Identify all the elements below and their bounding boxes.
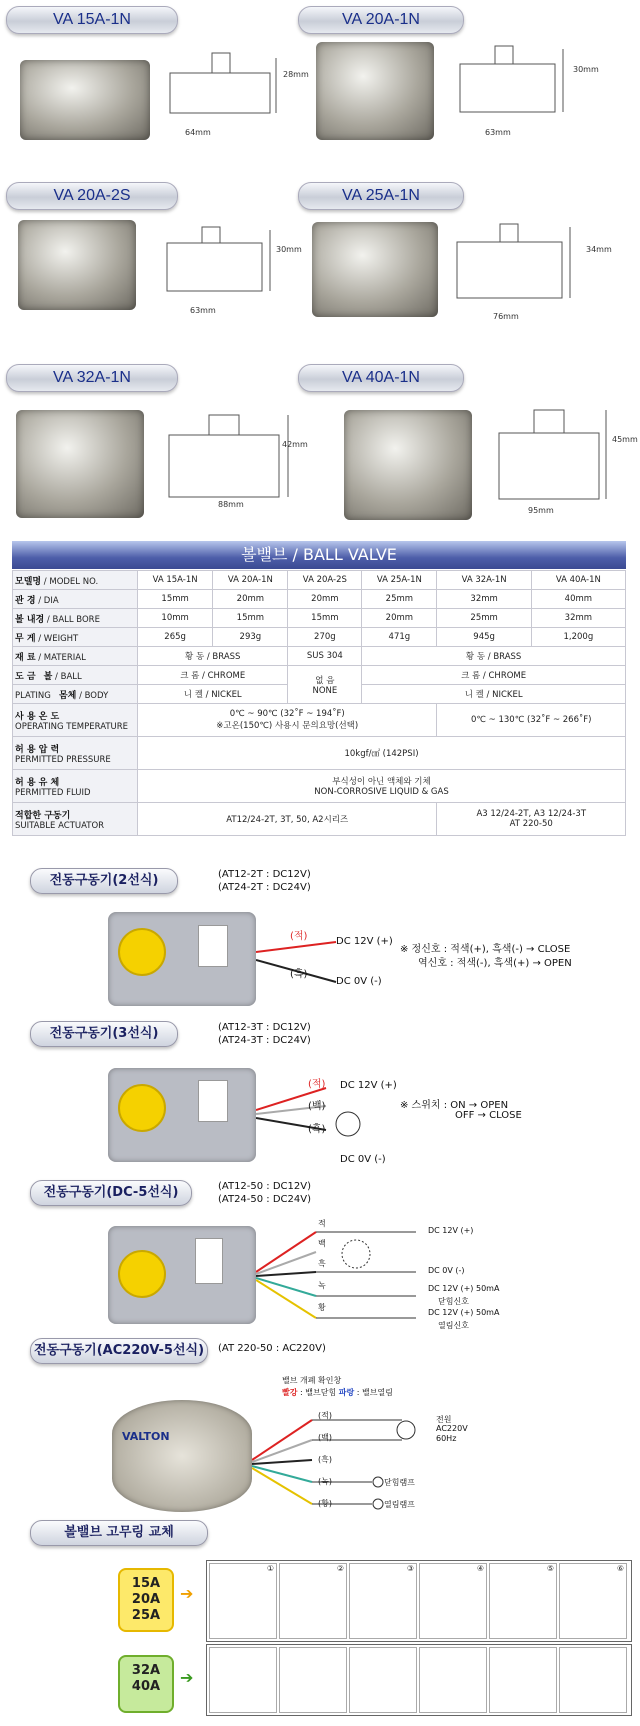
model-list: (AT12-3T : DC12V) (AT24-3T : DC24V) [218,1022,311,1046]
dc-plus: DC 12V (+) [428,1226,474,1235]
wire-label: (흑) [318,1455,332,1464]
step-panel [349,1647,417,1713]
section-title: 볼밸브 고무링 교체 [30,1520,208,1546]
step-panel: ② [279,1563,347,1639]
model-text: (AT 220-50 : AC220V) [218,1343,326,1354]
height-dim: 34mm [586,245,612,254]
step-panel: ⑥ [559,1563,627,1639]
table-row: 도 금 볼 / BALL 크 롬 / CHROME 없 음 NONE 크 롬 / CHROME [13,666,626,685]
power-label: 전원 [436,1415,452,1424]
wire-label: 녹 [318,1281,326,1290]
dc-minus: DC 0V (-) [336,976,382,987]
table-row: 모델명 / MODEL NO. VA 15A-1N VA 20A-1N VA 20A-2S VA 25A-1N VA 32A-1N VA 40A-1N [13,571,626,590]
product-title: VA 20A-2S [6,182,178,210]
width-dim: 63mm [190,306,216,315]
red-wire [256,942,336,952]
height-dim: 30mm [573,65,599,74]
spec-table [12,570,626,836]
red-label: (적) [308,1079,326,1090]
wire-label: (녹) [318,1477,332,1486]
signal: DC 12V (+) 50mA [428,1308,500,1317]
white-label: (백) [308,1101,326,1112]
table-row: 허 용 압 력 PERMITTED PRESSURE 10kgf/㎠ (142PSI) [13,737,626,770]
white-wire [256,1252,316,1274]
step-panel [279,1647,347,1713]
table-row: PLATING 몸체 / BODY 니 켈 / NICKEL 니 켈 / NICKEL [13,685,626,704]
width-dim: 95mm [528,506,554,515]
wiring-diagram [256,1222,456,1332]
black-wire [256,1272,316,1276]
product-title: VA 15A-1N [6,6,178,34]
section-title: 전동구동기(AC220V-5선식) [30,1338,208,1364]
lamp-icon [373,1477,383,1487]
actuator-photo [112,1400,252,1512]
valve-photo [16,410,144,518]
valve-drawing [164,410,294,505]
product-title: VA 40A-1N [298,364,464,392]
label-panel [198,1080,228,1122]
black-label: (흑) [308,1124,326,1135]
section-title: 전동구동기(DC-5선식) [30,1180,192,1206]
valve-drawing [162,225,282,300]
note: OFF → CLOSE [455,1110,522,1121]
step-panel [489,1647,557,1713]
dc-minus: DC 0V (-) [340,1154,386,1165]
close-lamp: 닫힘램프 [384,1478,415,1487]
switch-symbol [336,1112,360,1136]
valve-drawing [162,48,282,123]
arrow-icon: ➔ [180,1584,194,1603]
width-dim: 64mm [185,128,211,137]
table-row: 사 용 온 도 OPERATING TEMPERATURE 0℃ ~ 90℃ (32˚F ~ 194˚F) ※고온(150℃) 사용시 문의요망(선택) 0℃ ~ 130℃ (32˚F ~ 266˚F) [13,704,626,737]
dc-minus: DC 0V (-) [428,1266,465,1275]
wire-label: (백) [318,1433,332,1442]
table-row: 볼 내경 / BALL BORE 10mm 15mm 15mm 20mm 25mm 32mm [13,609,626,628]
section-title: 전동구동기(3선식) [30,1021,178,1047]
black-wire [252,1460,312,1464]
wire-label: (황) [318,1499,332,1508]
wire-label: 황 [318,1303,326,1312]
table-row: 재 료 / MATERIAL 황 동 / BRASS SUS 304 황 동 / BRASS [13,647,626,666]
white-wire [252,1440,312,1462]
valve-drawing [452,222,582,307]
signal-label: 닫힘신호 [438,1297,469,1306]
step-panel [559,1647,627,1713]
step-panel [209,1647,277,1713]
label-panel [198,925,228,967]
note: ※ 정신호 : 적색(+), 흑색(-) → CLOSE [400,944,571,955]
step-strip [206,1644,632,1716]
dc-plus: DC 12V (+) [336,936,393,947]
step-panel: ① [209,1563,277,1639]
width-dim: 88mm [218,500,244,509]
note: ※ 스위치 : ON → OPEN [400,1100,509,1111]
height-dim: 42mm [282,440,308,449]
step-strip [206,1560,632,1642]
height-dim: 28mm [283,70,309,79]
table-row: 적합한 구동기 SUITABLE ACTUATOR AT12/24-2T, 3T, 50, A2시리즈 A3 12/24-2T, A3 12/24-3T AT 220-50 [13,803,626,836]
note: 역신호 : 적색(-), 흑색(+) → OPEN [418,958,572,969]
red-wire [256,1232,316,1272]
step-panel: ④ [419,1563,487,1639]
label-panel [195,1238,223,1284]
step-panel: ⑤ [489,1563,557,1639]
arrow-icon: ➔ [180,1668,194,1687]
wire-label: 백 [318,1239,326,1248]
signal: DC 12V (+) 50mA [428,1284,500,1293]
lamp-icon [373,1499,383,1509]
actuator-knob [118,1250,166,1298]
product-title: VA 25A-1N [298,182,464,210]
actuator-knob [118,1084,166,1132]
valve-photo [20,60,150,140]
valve-photo [18,220,136,310]
table-row: 허 용 유 체 PERMITTED FLUID 부식성이 아닌 액체와 기체 NON-CORROSIVE LIQUID & GAS [13,770,626,803]
power-symbol [397,1421,415,1439]
spec-title: 볼밸브 / BALL VALVE [12,541,626,569]
red-wire [252,1420,312,1460]
black-label: (흑) [290,969,308,980]
legend: 빨강 : 밸브닫힘 파랑 : 밸브열림 [282,1388,393,1397]
valve-photo [312,222,438,317]
height-dim: 30mm [276,245,302,254]
model-list: (AT12-50 : DC12V) (AT24-50 : DC24V) [218,1181,312,1205]
table-row: 관 경 / DIA 15mm 20mm 20mm 25mm 32mm 40mm [13,590,626,609]
width-dim: 63mm [485,128,511,137]
valve-drawing [455,44,575,119]
valve-photo [344,410,472,520]
table-row: 무 게 / WEIGHT 265g 293g 270g 471g 945g 1,200g [13,628,626,647]
product-title: VA 20A-1N [298,6,464,34]
wire-label: 흑 [318,1259,326,1268]
size-group-small: 15A 20A 25A [118,1568,174,1632]
open-lamp: 열림램프 [384,1500,415,1509]
power-frequency: 60Hz [436,1434,457,1443]
size-group-large: 32A 40A [118,1655,174,1713]
switch-symbol [342,1240,370,1268]
valve-photo [316,42,434,140]
power-voltage: AC220V [436,1424,468,1433]
wire-label: 적 [318,1219,326,1228]
brand-logo: VALTON [122,1430,170,1443]
width-dim: 76mm [493,312,519,321]
step-panel: ③ [349,1563,417,1639]
height-dim: 45mm [612,435,638,444]
yellow-wire [256,1280,316,1318]
product-title: VA 32A-1N [6,364,178,392]
model-list: (AT12-2T : DC12V) (AT24-2T : DC24V) [218,869,311,893]
green-wire [256,1278,316,1296]
dc-plus: DC 12V (+) [340,1080,397,1091]
red-label: (적) [290,931,308,942]
step-panel [419,1647,487,1713]
section-title: 전동구동기(2선식) [30,868,178,894]
actuator-knob [118,928,166,976]
wire-label: (적) [318,1411,332,1420]
valve-drawing [494,405,614,505]
window-label: 밸브 개폐 확인창 [282,1376,342,1385]
signal-label: 열림신호 [438,1321,469,1330]
